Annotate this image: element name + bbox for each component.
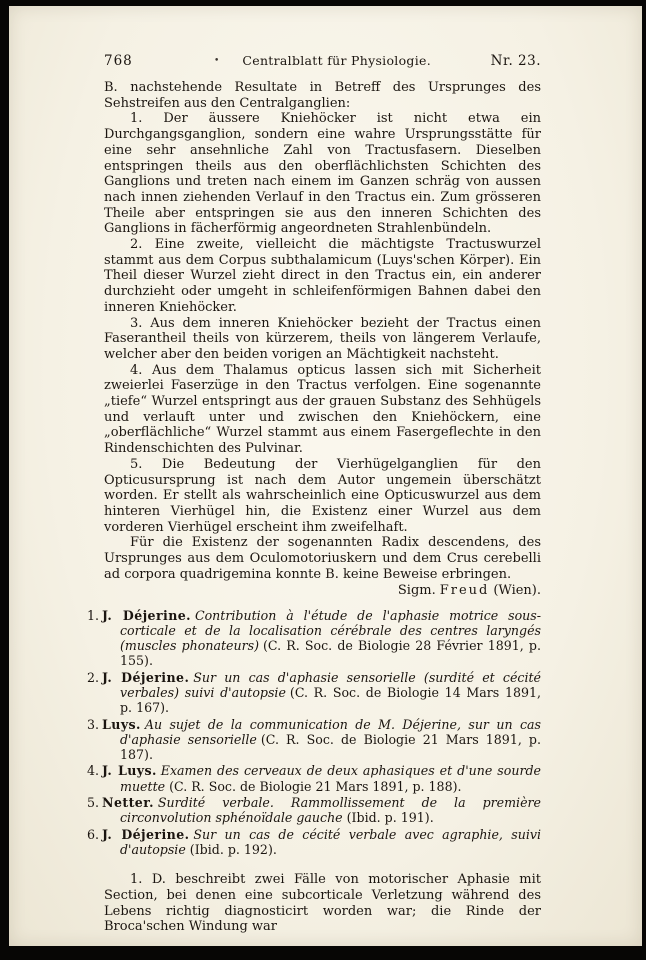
article-signature xyxy=(104,583,541,599)
bibliography-list xyxy=(87,608,541,858)
entry-title: Sur un cas d'aphasie sensorielle (surdité et cécité verbales) suivi d'autopsie xyxy=(120,669,541,700)
entry-reference: (C. R. Soc. de Biologie 21 Mars 1891, p. 187). xyxy=(120,731,541,763)
entry-title: Surdité verbale. Rammollissement de la première circonvolution sphénoïdale gauche xyxy=(120,795,541,826)
journal-title-group xyxy=(214,50,431,69)
article-body xyxy=(87,80,541,935)
entry-reference: (C. R. Soc. de Biologie 28 Février 1891, p. 155). xyxy=(120,638,541,669)
bibliography-entry xyxy=(87,608,541,669)
entry-number: 4. xyxy=(87,763,100,779)
entry-reference: (Ibid. p. 192). xyxy=(189,841,277,857)
entry-author: Netter. xyxy=(102,795,154,811)
entry-title: Au sujet de la communication de M. Déjerine, sur un cas d'aphasie sensorielle xyxy=(120,716,541,747)
entry-author: J. Déjerine. xyxy=(102,669,190,685)
article-point-4: 4. Aus dem Thalamus opticus lassen sich mit Sicherheit zweierlei Faserzüge in den Tractus verfolgen. Eine sogenannte „tiefe“ Wurzel entspringt aus der grauen Substanz des Sehhügels und verlauft unter und zwischen den Kniehöckern, eine „oberflächliche“ Wurzel stammt aus einem Fasergeflechte in den Rindenschichten des Pulvinar. xyxy=(104,362,541,457)
journal-title: Centralblatt für Physiologie. xyxy=(242,53,432,68)
header-separator-dot: • xyxy=(213,56,220,66)
entry-title: Examen des cerveaux de deux aphasiques et d'une sourde muette xyxy=(120,763,541,794)
entry-author: Luys. xyxy=(102,716,141,732)
entry-reference: (Ibid. p. 191). xyxy=(346,810,434,826)
page-header xyxy=(104,50,541,69)
entry-author: J. Déjerine. xyxy=(102,607,191,623)
page-number: 768 xyxy=(104,53,133,69)
bibliography-entry xyxy=(87,763,541,794)
entry-number: 6. xyxy=(87,826,100,842)
signature-prefix: Sigm. xyxy=(397,582,436,598)
article-intro: B. nachstehende Resultate in Betreff des Ursprunges des Sehstreifen aus den Centralganglien: xyxy=(104,80,541,111)
entry-title: Contribution à l'étude de l'aphasie motrice sous-corticale et de la localisation cérébrale des centres laryngés (muscles phonateurs) xyxy=(120,607,541,654)
article-point-2: 2. Eine zweite, vielleicht die mächtigste Tractuswurzel stammt aus dem Corpus subthalamicum (Luys'schen Körper). Ein Theil dieser Wurzel zieht direct in den Tractus ein, ein anderer durchzieht oder umgeht in schleifenförmigen Bahnen dabei den inneren Kniehöcker. xyxy=(104,237,541,315)
page xyxy=(9,6,642,946)
article-point-5: 5. Die Bedeutung der Vierhügelganglien für den Opticusursprung ist nach dem Autor ungemein überschätzt worden. Er stellt als wahrscheinlich eine Opticuswurzel aus dem hinteren Vierhügel hin, die Existenz einer Wurzel aus dem vorderen Vierhügel erscheint ihm zweifelhaft. xyxy=(104,456,541,535)
entry-author: J. Luys. xyxy=(102,763,157,779)
bibliography-entry xyxy=(87,670,541,716)
entry-reference: (C. R. Soc. de Biologie 14 Mars 1891, p. 167). xyxy=(120,684,541,716)
signature-name: Freud xyxy=(439,582,490,598)
issue-number: Nr. 23. xyxy=(490,53,541,69)
entry-number: 5. xyxy=(87,795,100,811)
bibliography-entry xyxy=(87,827,541,858)
bibliography-entry xyxy=(87,717,541,763)
continuation-paragraph: 1. D. beschreibt zwei Fälle von motorischer Aphasie mit Section, bei denen eine subcorticale Verletzung während des Lebens richtig diagnosticirt worden war; die Rinde der Broca'schen Windung war xyxy=(104,872,541,935)
signature-place: (Wien). xyxy=(493,582,541,598)
article-point-3: 3. Aus dem inneren Kniehöcker bezieht der Tractus einen Faserantheil theils von kürzerem, theils von längerem Verlaufe, welcher aber den beiden vorigen an Mächtigkeit nachsteht. xyxy=(104,315,541,362)
entry-number: 1. xyxy=(87,607,100,623)
entry-number: 3. xyxy=(87,716,100,732)
entry-number: 2. xyxy=(87,669,100,685)
article-point-1: 1. Der äussere Kniehöcker ist nicht etwa ein Durchgangsganglion, sondern eine wahre Ursprungsstätte für eine sehr ansehnliche Zahl von Tractusfasern. Dieselben entspringen theils aus den oberflächlichsten Schichten des Ganglions und treten nach einem im Ganzen schräg von aussen nach innen ziehenden Verlauf in den Tractus ein. Zum grösseren Theile aber entspringen sie aus den inneren Schichten des Ganglions in fächerförmig angeordneten Strahlenbündeln. xyxy=(104,111,541,237)
entry-reference: (C. R. Soc. de Biologie 21 Mars 1891, p. 188). xyxy=(169,778,462,794)
entry-author: J. Déjerine. xyxy=(102,826,190,842)
entry-title: Sur un cas de cécité verbale avec agraphie, suivi d'autopsie xyxy=(120,826,541,857)
article-closing: Für die Existenz der sogenannten Radix descendens, des Ursprunges aus dem Oculomotoriuskern und dem Crus cerebelli ad corpora quadrigemina konnte B. keine Beweise erbringen. xyxy=(104,535,541,582)
bibliography-entry xyxy=(87,795,541,826)
